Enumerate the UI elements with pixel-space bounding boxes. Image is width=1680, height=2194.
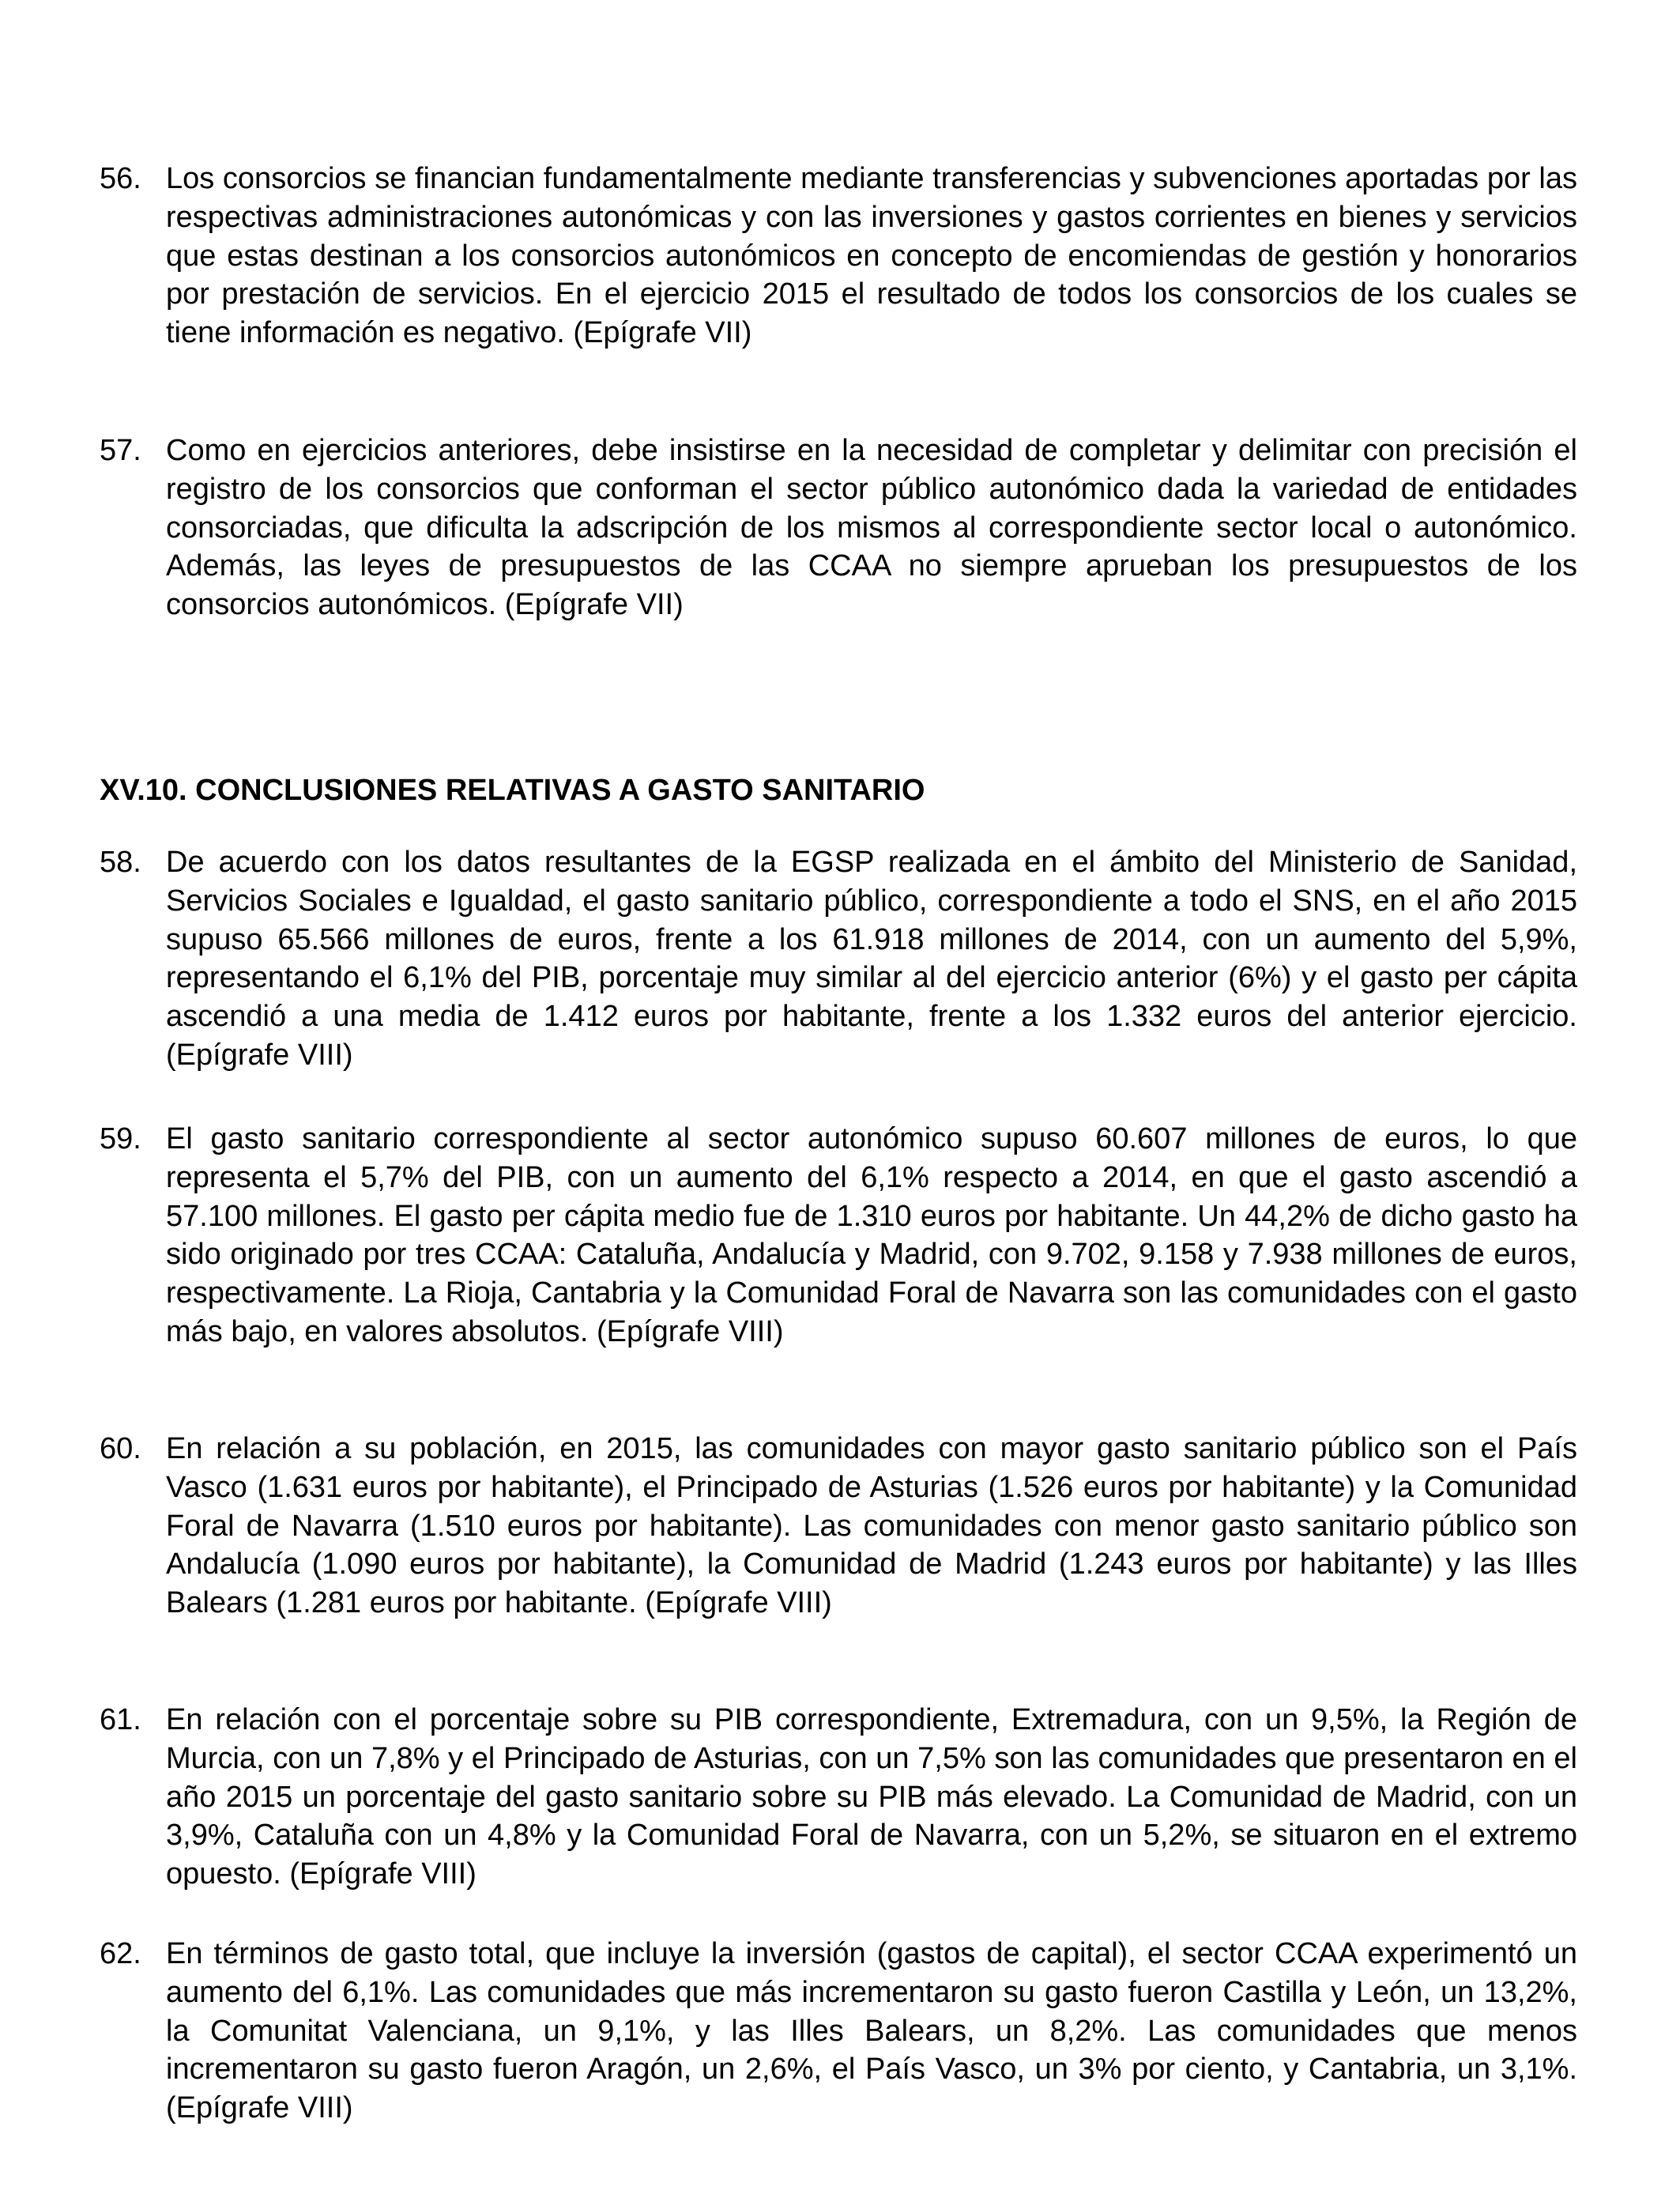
paragraph-text: En términos de gasto total, que incluye la inversión (gastos de capital), el sector CCAA experimentó un aumento del 6,1%. Las comunidades que más incrementaron su gasto fueron Castilla y León, un 13,2%, la Comunitat Valenciana, un 9,1%, y las Illes Balears, un 8,2%. Las comunidades que menos incrementaron su gasto fueron Aragón, un 2,6%, el País Vasco, un 3% por ciento, y Cantabria, un 3,1%. (Epígrafe VIII) — [166, 1937, 1577, 2125]
paragraph-text: Como en ejercicios anteriores, debe insistirse en la necesidad de completar y delimitar con precisión el registro de los consorcios que conforman el sector público autonómico dada la variedad de entidades consorciadas, que dificulta la adscripción de los mismos al correspondiente sector local o autonómico. Además, las leyes de presupuestos de las CCAA no siempre aprueban los presupuestos de los consorcios autonómicos. (Epígrafe VII) — [166, 434, 1577, 622]
paragraph-number: 56. — [100, 162, 141, 195]
paragraph-59 — [100, 1120, 1577, 1351]
paragraph-56 — [100, 160, 1577, 352]
paragraph-number: 59. — [100, 1122, 141, 1155]
paragraph-62 — [100, 1935, 1577, 2128]
paragraph-61 — [100, 1701, 1577, 1894]
paragraph-number: 58. — [100, 846, 141, 879]
paragraph-57 — [100, 432, 1577, 624]
paragraph-number: 60. — [100, 1432, 141, 1465]
paragraph-text: De acuerdo con los datos resultantes de la EGSP realizada en el ámbito del Ministerio de Sanidad, Servicios Sociales e Igualdad, el gasto sanitario público, correspondiente a todo el SNS, en el año 2015 supuso 65.566 millones de euros, frente a los 61.918 millones de 2014, con un aumento del 5,9%, representando el 6,1% del PIB, porcentaje muy similar al del ejercicio anterior (6%) y el gasto per cápita ascendió a una media de 1.412 euros por habitante, frente a los 1.332 euros del anterior ejercicio. (Epígrafe VIII) — [166, 846, 1577, 1072]
paragraph-58 — [100, 843, 1577, 1075]
paragraph-text: En relación a su población, en 2015, las comunidades con mayor gasto sanitario público son el País Vasco (1.631 euros por habitante), el Principado de Asturias (1.526 euros por habitante) y la Comunidad Foral de Navarra (1.510 euros por habitante). Las comunidades con menor gasto sanitario público son Andalucía (1.090 euros por habitante), la Comunidad de Madrid (1.243 euros por habitante) y las Illes Balears (1.281 euros por habitante. (Epígrafe VIII) — [166, 1432, 1577, 1620]
paragraph-text: En relación con el porcentaje sobre su PIB correspondiente, Extremadura, con un 9,5%, la Región de Murcia, con un 7,8% y el Principado de Asturias, con un 7,5% son las comunidades que presentaron en el año 2015 un porcentaje del gasto sanitario sobre su PIB más elevado. La Comunidad de Madrid, con un 3,9%, Cataluña con un 4,8% y la Comunidad Foral de Navarra, con un 5,2%, se situaron en el extremo opuesto. (Epígrafe VIII) — [166, 1703, 1577, 1891]
paragraph-text: Los consorcios se financian fundamentalmente mediante transferencias y subvenciones aportadas por las respectivas administraciones autonómicas y con las inversiones y gastos corrientes en bienes y servicios que estas destinan a los consorcios autonómicos en concepto de encomiendas de gestión y honorarios por prestación de servicios. En el ejercicio 2015 el resultado de todos los consorcios de los cuales se tiene información es negativo. (Epígrafe VII) — [166, 162, 1577, 350]
section-heading: XV.10. CONCLUSIONES RELATIVAS A GASTO SANITARIO — [100, 774, 925, 807]
paragraph-number: 61. — [100, 1703, 141, 1736]
paragraph-number: 62. — [100, 1937, 141, 1970]
paragraph-text: El gasto sanitario correspondiente al sector autonómico supuso 60.607 millones de euros, lo que representa el 5,7% del PIB, con un aumento del 6,1% respecto a 2014, en que el gasto ascendió a 57.100 millones. El gasto per cápita medio fue de 1.310 euros por habitante. Un 44,2% de dicho gasto ha sido originado por tres CCAA: Cataluña, Andalucía y Madrid, con 9.702, 9.158 y 7.938 millones de euros, respectivamente. La Rioja, Cantabria y la Comunidad Foral de Navarra son las comunidades con el gasto más bajo, en valores absolutos. (Epígrafe VIII) — [166, 1122, 1577, 1348]
paragraph-60 — [100, 1430, 1577, 1623]
paragraph-number: 57. — [100, 434, 141, 467]
